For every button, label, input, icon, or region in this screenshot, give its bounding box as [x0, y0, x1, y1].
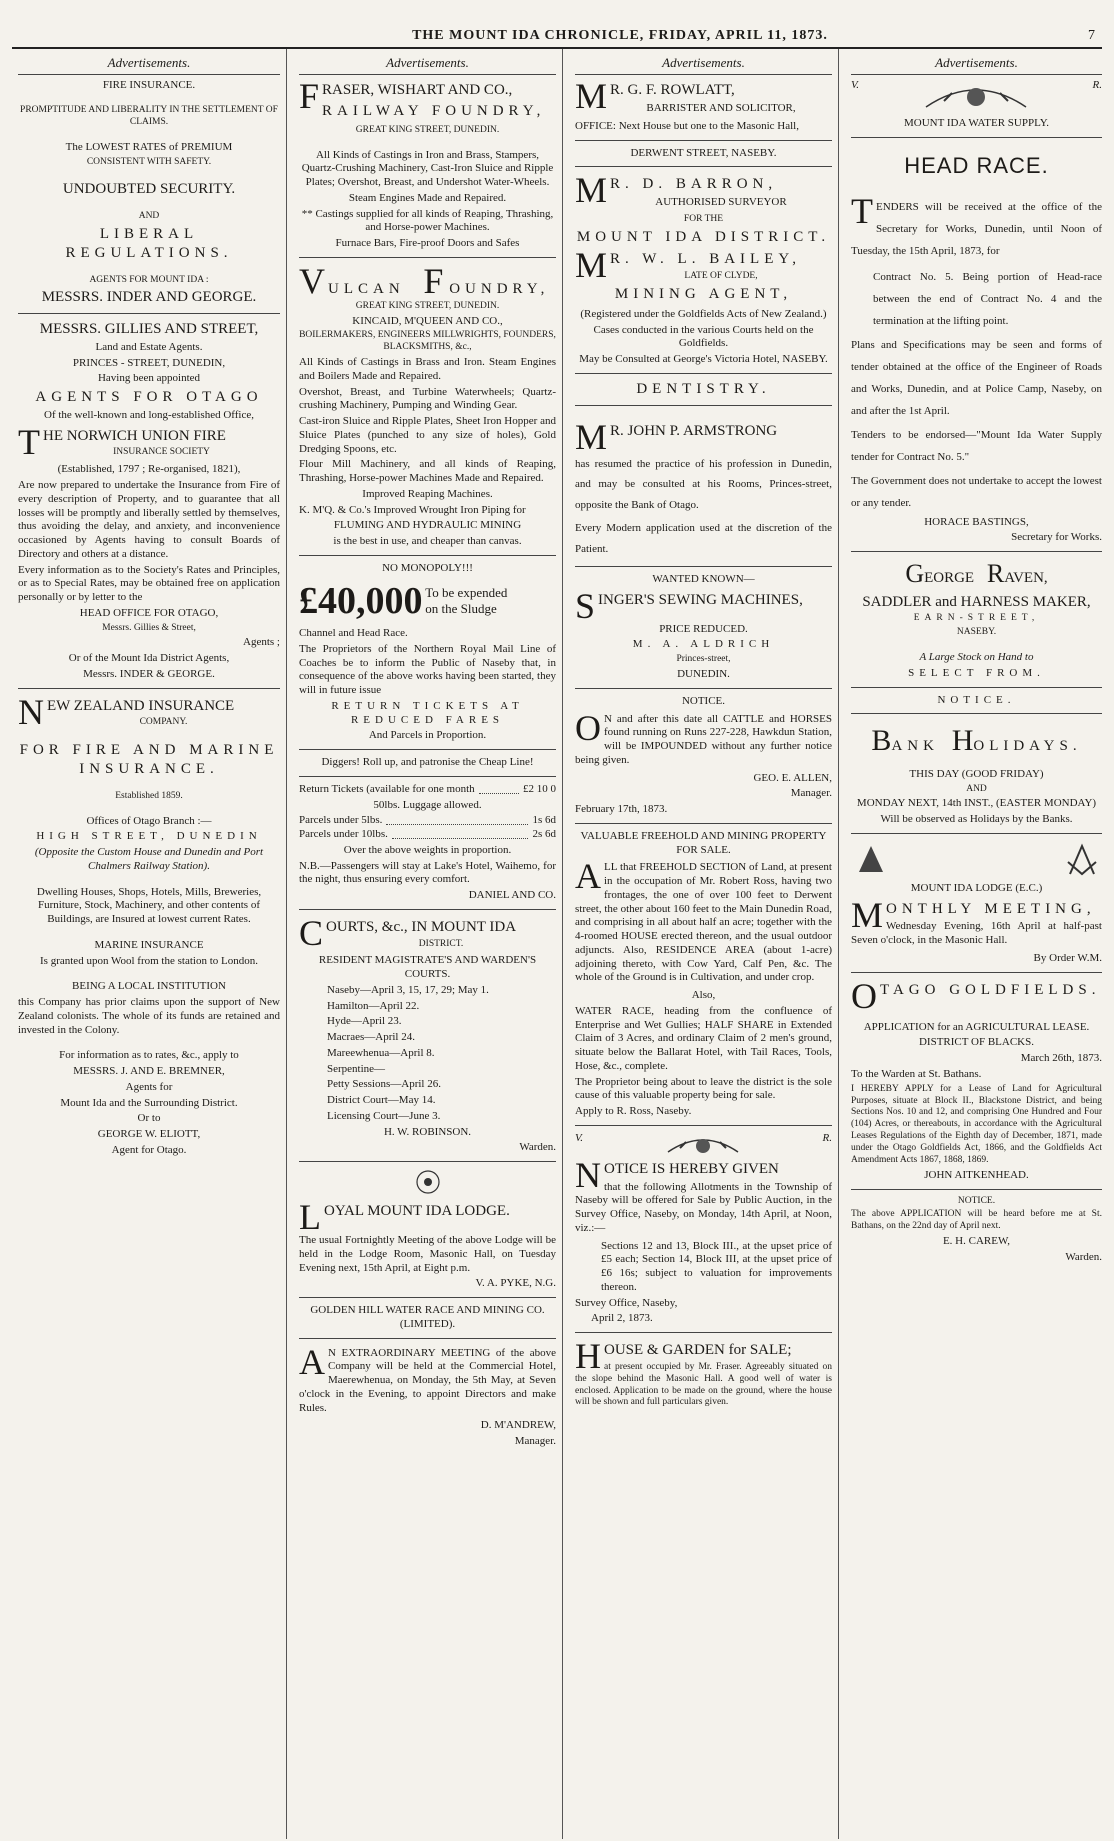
over-weights: Over the above weights in proportion. — [343, 843, 512, 856]
agents-for: AGENTS FOR MOUNT IDA : — [89, 274, 209, 285]
mandrew: D. M'ANDREW, — [480, 1419, 556, 1432]
return-tickets: RETURN TICKETS AT REDUCED FARES — [331, 699, 524, 726]
diggers: Diggers! Roll up, and patronise the Cheap Line! — [321, 756, 534, 768]
courts-block — [299, 916, 556, 953]
overshot: Overshot, Breast, and Turbine Waterwheels; Quartz-crushing Machinery, Pumping and Winding Gear. — [299, 385, 556, 412]
princes-street: PRINCES - STREET, DUNEDIN, — [72, 356, 226, 369]
column-header: Advertisements. — [18, 49, 280, 75]
court-schedule — [299, 984, 556, 1124]
boilermakers: BOILERMAKERS, ENGINEERS MILLWRIGHTS, FOUNDERS, BLACKSMITHS, &c., — [299, 330, 556, 353]
royal-arms-icon — [916, 79, 1036, 115]
lowest-rates: The LOWEST RATES of PREMIUM — [65, 140, 233, 153]
usual-meeting: The usual Fortnightly Meeting of the above Lodge will be held in the Lodge Room, Masonic Hall, on Tuesday Evening next, 15th April, at Eight p.m. — [299, 1234, 556, 1274]
carew: E. H. CAREW, — [942, 1235, 1011, 1248]
notice-2: NOTICE. — [957, 1195, 996, 1206]
steam: Steam Engines Made and Repaired. — [348, 191, 507, 204]
dunedin: DUNEDIN. — [677, 668, 730, 681]
drop-cap: F — [423, 263, 444, 299]
large-stock: A Large Stock on Hand to — [919, 651, 1034, 663]
cattle-block — [575, 711, 832, 770]
endorsed: Tenders to be endorsed—"Mount Ida Water Supply tender for Contract No. 5." — [851, 428, 1102, 463]
water-supply: MOUNT IDA WATER SUPPLY. — [904, 117, 1049, 130]
daniel: DANIEL AND CO. — [468, 889, 556, 901]
royal-arms-row — [851, 79, 1102, 115]
marine-insurance: MARINE INSURANCE — [94, 938, 204, 951]
office: OFFICE: Next House but one to the Masonic Hall, — [575, 119, 799, 132]
parcel-label: Parcels under 10lbs. — [299, 828, 388, 840]
cast-iron: Cast-iron Sluice and Ripple Plates, Sheet Iron Hopper and Sluice Plates (punched to any size of holes), Gold Dredging Spoons, etc. — [299, 415, 556, 455]
high-street: HIGH STREET, DUNEDIN — [36, 830, 262, 843]
holidays: OLIDAYS. — [973, 738, 1082, 755]
blacks: DISTRICT OF BLACKS. — [918, 1036, 1034, 1049]
contract: Contract No. 5. Being portion of Head-race between the end of Contract No. 4 and the termination at the lifting point. — [873, 270, 1102, 327]
for-the: FOR THE — [683, 213, 724, 224]
no-monopoly: NO MONOPOLY!!! — [382, 561, 473, 574]
bremner: MESSRS. J. AND E. BREMNER, — [73, 1065, 225, 1078]
sections: Sections 12 and 13, Block III., at the upset price of £5 each; Section 14, Block III, at the upset price of £6 16s; subject to valuation for improvements thereon. — [601, 1239, 832, 1293]
company-claims: this Company has prior claims upon the support of New Zealand colonists. The whole of its funds are retained and invested in the Colony. — [18, 996, 280, 1036]
norwich-block — [18, 425, 280, 462]
monday-next: MONDAY NEXT, 14th INST., (EASTER MONDAY) — [856, 797, 1097, 810]
channel: Channel and Head Race. — [299, 627, 408, 639]
being-local: BEING A LOCAL INSTITUTION — [72, 980, 226, 993]
survey-office: Survey Office, Naseby, — [575, 1296, 678, 1309]
court-schedule-item: Naseby—April 3, 15, 17, 29; May 1. — [327, 983, 489, 996]
fire-marine: FOR FIRE AND MARINE INSURANCE. — [19, 742, 279, 777]
notice: NOTICE. — [937, 693, 1016, 706]
mount-ida-district: MOUNT IDA DISTRICT. — [576, 228, 831, 245]
court-schedule-item: District Court—May 14. — [327, 1094, 436, 1107]
vr-r: R. — [1092, 79, 1102, 92]
hereby-apply: I HEREBY APPLY for a Lease of Land for Agricultural Purposes, situate at Block II., Blackstone District, and being Sections Nos. 10 and 12, and comprising One Hundred and Four (104) Acres, or thereabouts, in accordance with the Agricultural Leases Regulations of the Eighth day of December, 1871, made under the Otago Goldfields Act, 1866, and the Goldfields Act Amendment Acts 1867, 1868, 1869. — [851, 1083, 1102, 1165]
this-day: THIS DAY (GOOD FRIDAY) — [909, 767, 1044, 780]
pyke: V. A. PYKE, N.G. — [475, 1277, 556, 1290]
bank-holidays — [851, 722, 1102, 760]
drop-cap: N — [575, 1157, 601, 1195]
drop-cap: A — [575, 859, 601, 897]
valuable: VALUABLE FREEHOLD AND MINING PROPERTY FOR SALE. — [580, 829, 827, 856]
raven-george: EORGE — [924, 570, 975, 586]
kincaid: KINCAID, M'QUEEN AND CO., — [352, 314, 503, 327]
barrister: BARRISTER AND SOLICITOR, — [646, 102, 796, 114]
inder: MESSRS. INDER AND GEORGE. — [41, 289, 257, 306]
drop-cap: H — [575, 1339, 601, 1377]
offices: Offices of Otago Branch :— — [86, 814, 212, 827]
court-schedule-item: Macraes—April 24. — [327, 1031, 415, 1044]
railway-foundry: RAILWAY FOUNDRY, — [322, 103, 546, 119]
manager: Manager. — [790, 787, 832, 800]
parcel-price: 1s 6d — [532, 814, 556, 827]
april-2: April 2, 1873. — [591, 1312, 653, 1325]
vulcan-block — [299, 264, 556, 299]
manager: Manager. — [514, 1435, 556, 1448]
court-schedule-item: Mareewhenua—April 8. — [327, 1046, 435, 1059]
parcels-proportion: And Parcels in Proportion. — [368, 729, 487, 742]
armstrong-block — [575, 420, 832, 452]
column-header: Advertisements. — [299, 49, 556, 75]
resumed: has resumed the practice of his profession in Dunedin, and may be consulted at his Rooms, Princes-street, opposite the Bank of Otago. — [575, 457, 832, 512]
dentistry: DENTISTRY. — [636, 380, 771, 397]
land-agents: Land and Estate Agents. — [95, 340, 203, 353]
wednesday: Wednesday Evening, 16th April at half-past Seven o'clock, in the Masonic Hall. — [851, 920, 1102, 947]
drop-cap: M — [575, 419, 608, 452]
foundry: OUNDRY, — [449, 280, 550, 297]
return-price: £2 10 0 — [523, 782, 556, 795]
bailey-block — [575, 248, 832, 305]
luggage: 50lbs. Luggage allowed. — [373, 798, 482, 811]
cattle: N and after this date all CATTLE and HORSES found running on Runs 227-228, Hawkdun Station, will be IMPOUNDED without any further notice being given. — [575, 712, 832, 766]
square-compass-icon — [1062, 840, 1102, 880]
also: Also, — [691, 989, 716, 1002]
freehold: LL that FREEHOLD SECTION of Land, at present in the occupation of Mr. Robert Ross, having two frontages, the one of over 100 feet to Derwent street, the other about 160 feet to the Main Dunedin Road, and comprising in all about half an acre; together with the 4-roomed HOUSE erected thereon, and the usual outdoor adjuncts. Also, RESIDENCE AREA (about 1-acre) adjoining thereto, with Cow Yard, Calf Pen, &c. The whole of the Ground is in Cultivation, and under crop. — [575, 861, 832, 984]
singer-block — [575, 589, 832, 621]
earn-street: EARN-STREET, — [913, 613, 1040, 624]
modern: Every Modern application used at the discretion of the Patient. — [575, 522, 832, 556]
loyal-block — [299, 1200, 556, 1232]
parcel-row-1 — [299, 814, 556, 828]
loyal-lodge: OYAL MOUNT IDA LODGE. — [324, 1203, 510, 1220]
feb-date: February 17th, 1873. — [575, 803, 668, 816]
agents-for-2: Agents for — [125, 1080, 173, 1093]
raven: AVEN, — [1004, 570, 1048, 586]
parcel-price: 2s 6d — [532, 828, 556, 840]
return-label: Return Tickets (available for one month — [299, 782, 475, 795]
messrs-inder: Messrs. INDER & GEORGE. — [83, 667, 215, 680]
norwich-body-2: Every information as to the Society's Rates and Principles, or as to Special Rates, may be obtained free on application personally or by letter to the — [18, 563, 280, 603]
column-header: Advertisements. — [575, 49, 832, 75]
amount: £40,000 — [299, 579, 423, 622]
improved: Improved Reaping Machines. — [362, 487, 493, 500]
masthead — [12, 0, 1102, 49]
established-1859: Established 1859. — [115, 790, 183, 801]
drop-cap: T — [18, 424, 40, 462]
rowlatt-block — [575, 79, 832, 118]
castings: All Kinds of Castings in Iron and Brass, Stampers, Quartz-Crushing Machinery, Cast-Iron Sluice and Ripple Plates; Overshot, Breast, and Undershot Water-Wheels. — [301, 148, 554, 189]
crest-icon — [851, 840, 891, 880]
warden: Warden. — [1065, 1250, 1102, 1263]
return-price-row — [299, 783, 556, 797]
extraordinary: N EXTRAORDINARY MEETING of the above Company will be held at the Commercial Hotel, Maerewhenua, on Monday, the 5th May, at Seven o'clock in the Evening, to appoint Directors and make Rules. — [299, 1346, 556, 1414]
saddler: SADDLER and HARNESS MAKER, — [862, 593, 1091, 610]
royal-arms-icon — [658, 1132, 748, 1158]
plans: Plans and Specifications may be seen and forms of tender obtained at the office of the Engineer of Roads and Works, Dunedin, and at Police Camp, Naseby, on and after the 1st April. — [851, 338, 1102, 417]
drop-cap: M — [851, 897, 884, 935]
notice-hereby-block — [575, 1158, 832, 1238]
eliott: GEORGE W. ELIOTT, — [97, 1128, 201, 1141]
courts-district: DISTRICT. — [418, 938, 464, 949]
best: is the best in use, and cheaper than canvas. — [333, 535, 522, 547]
agents-otago: AGENTS FOR OTAGO — [35, 389, 263, 406]
late-of-clyde: LATE OF CLYDE, — [684, 271, 758, 282]
column-2 — [293, 49, 563, 1839]
drop-cap: L — [299, 1200, 321, 1233]
govt: The Government does not undertake to accept the lowest or any tender. — [851, 474, 1102, 509]
drop-cap: V — [299, 263, 325, 299]
parcel-row-2 — [299, 828, 556, 842]
court-schedule-item: Serpentine— — [327, 1062, 386, 1075]
court-schedule-item: Licensing Court—June 3. — [327, 1109, 441, 1122]
above-application: The above APPLICATION will be heard before me at St. Bathans, on the 22nd day of April next. — [851, 1209, 1102, 1232]
mount-ida-district: Mount Ida and the Surrounding District. — [60, 1096, 238, 1109]
masthead-title: THE MOUNT IDA CHRONICLE, FRIDAY, APRIL 11, 1873. — [412, 28, 828, 43]
drop-cap: G — [905, 559, 925, 588]
kmq: K. M'Q. & Co.'s Improved Wrought Iron Piping for — [299, 503, 526, 516]
house-block — [575, 1339, 832, 1411]
drop-cap: M — [575, 79, 608, 117]
proprietor: The Proprietor being about to leave the district is the sole cause of this valuable property being for sale. — [575, 1075, 832, 1102]
house-body: at present occupied by Mr. Fraser. Agreeably situated on the slope behind the Masonic Hall. A good well of water is enclosed. Application to be made on the ground, where the house will be shown and full particulars given. — [575, 1361, 832, 1408]
great-king: GREAT KING STREET, DUNEDIN. — [355, 124, 500, 135]
drop-cap: A — [299, 1344, 325, 1382]
norwich-body: Are now prepared to undertake the Insurance from Fire of every description of Property, and to guarantee that all losses will be promptly and liberally settled by themselves, thus avoiding the delay, and anxiety, and inconvenience occasioned by Agents having to consult Boards of Directory and others at a distance. — [18, 479, 280, 560]
dwelling: Dwelling Houses, Shops, Hotels, Mills, Breweries, Furniture, Stock, Machinery, and other contents of Buildings, are Insured at lowest current Rates. — [36, 885, 262, 926]
fraser: RASER, WISHART AND CO., — [322, 82, 513, 99]
opposite: (Opposite the Custom House and Dunedin and Port Chalmers Railway Station). — [34, 846, 264, 872]
and-text: AND — [138, 211, 160, 222]
gillies: MESSRS. GILLIES AND STREET, — [39, 321, 259, 338]
having: Having been appointed — [97, 372, 201, 385]
mining-agent: MINING AGENT, — [614, 286, 793, 302]
extraordinary-block — [299, 1345, 556, 1418]
rowlatt: R. G. F. ROWLATT, — [610, 82, 735, 99]
lodge: MOUNT IDA LODGE (E.C.) — [910, 881, 1043, 894]
court-schedule-item: Petty Sessions—April 26. — [327, 1078, 441, 1091]
column-header: Advertisements. — [851, 49, 1102, 75]
raven-block — [851, 558, 1102, 591]
all-kinds: All Kinds of Castings in Brass and Iron. Steam Engines and Boilers Made and Repaired. — [299, 356, 556, 382]
norwich: HE NORWICH UNION FIRE — [43, 427, 226, 444]
or-to: Or to — [137, 1112, 161, 1125]
insurance-society: INSURANCE SOCIETY — [113, 447, 210, 458]
otago-goldfields: TAGO GOLDFIELDS. — [880, 981, 1101, 998]
princes-street: Princes-street, — [676, 654, 731, 665]
wanted-known: WANTED KNOWN— — [652, 572, 755, 585]
bailey: R. W. L. BAILEY, — [610, 251, 801, 268]
flour: Flour Mill Machinery, and all kinds of Reaping, Thrashing, Horse-power Machines Made and Repaired. — [299, 458, 556, 484]
drop-cap: O — [851, 978, 877, 1011]
derwent: DERWENT STREET, NASEBY. — [630, 146, 777, 159]
or-of: Or of the Mount Ida District Agents, — [68, 652, 230, 665]
for-info: For information as to rates, &c., apply to — [59, 1049, 239, 1062]
established: (Established, 1797 ; Re-organised, 1821), — [57, 463, 241, 476]
monthly-block — [851, 898, 1102, 950]
fire-title: FIRE INSURANCE. — [102, 79, 196, 92]
to-be-expended: To be expended on the Sludge — [425, 585, 508, 617]
allen: GEO. E. ALLEN, — [753, 771, 832, 784]
furnace: Furnace Bars, Fire-proof Doors and Safes — [335, 237, 520, 250]
drop-cap: H — [951, 724, 974, 758]
supplied: ** Castings supplied for all kinds of Reaping, Thrashing, and Horse-power Machines. — [301, 207, 554, 234]
tenders-block — [851, 194, 1102, 264]
allotments: that the following Allotments in the Township of Naseby will be offered for Sale by Public Auction, in the Survey Office, Naseby, on Monday, 14th April, at Noon, viz.:— — [575, 1180, 832, 1234]
bank: ANK — [891, 738, 939, 755]
of-the: Of the well-known and long-established Office, — [44, 408, 254, 421]
drop-cap: M — [575, 173, 608, 211]
head-office: HEAD OFFICE FOR OTAGO, — [79, 606, 219, 619]
amount-row — [299, 578, 556, 626]
surveyor: AUTHORISED SURVEYOR — [655, 196, 787, 208]
column-4 — [845, 49, 1108, 1839]
secretary: Secretary for Works. — [1011, 531, 1102, 544]
great-king-2: GREAT KING STREET, DUNEDIN. — [355, 300, 500, 311]
singer: INGER'S SEWING MACHINES, — [598, 591, 803, 608]
lodge-emblem-icon — [408, 1168, 448, 1196]
company: COMPANY. — [139, 717, 188, 728]
monthly-meeting: ONTHLY MEETING, — [886, 900, 1096, 917]
agent-otago: Agent for Otago. — [111, 1143, 187, 1156]
drop-cap: C — [299, 915, 324, 953]
aldrich: M. A. ALDRICH — [632, 638, 775, 651]
application: APPLICATION for an AGRICULTURAL LEASE. — [863, 1020, 1090, 1033]
aitkenhead: JOHN AITKENHEAD. — [924, 1168, 1029, 1181]
proprietors: The Proprietors of the Northern Royal Mail Line of Coaches be to inform the Public of Naseby that, in consequence of the above works having been started, they will in future issue — [299, 642, 556, 696]
registered: (Registered under the Goldfields Acts of New Zealand.) — [580, 307, 827, 320]
drop-cap: R — [986, 559, 1005, 588]
court-schedule-item: Hamilton—April 22. — [327, 999, 420, 1012]
vr-v: V. — [575, 1131, 584, 1144]
otago-block — [851, 979, 1102, 1011]
lodge-emblems — [851, 840, 1102, 880]
vr-r: R. — [822, 1131, 832, 1144]
drop-cap: T — [851, 193, 873, 231]
drop-cap: F — [299, 79, 320, 117]
house-garden: OUSE & GARDEN for SALE; — [604, 1342, 792, 1359]
to-warden: To the Warden at St. Bathans. — [851, 1067, 982, 1080]
nb-note: N.B.—Passengers will stay at Lake's Hotel, Waihemo, for the night, thus ensuring every comfort. — [299, 859, 556, 886]
consistent: CONSISTENT WITH SAFETY. — [86, 156, 212, 167]
granted: Is granted upon Wool from the station to London. — [40, 954, 258, 967]
liberal: LIBERAL REGULATIONS. — [65, 226, 233, 261]
undoubted: UNDOUBTED SECURITY. — [62, 181, 236, 198]
and-text: AND — [966, 783, 987, 794]
drop-cap: S — [575, 588, 596, 621]
apply: Apply to R. Ross, Naseby. — [575, 1105, 692, 1118]
naseby: NASEBY. — [956, 627, 997, 638]
notice-hereby: OTICE IS HEREBY GIVEN — [604, 1160, 779, 1177]
select-from: SELECT FROM. — [908, 666, 1045, 679]
price-reduced: PRICE REDUCED. — [659, 622, 748, 635]
golden-hill: GOLDEN HILL WATER RACE AND MINING CO. (LIMITED). — [310, 1304, 545, 1330]
columns — [12, 49, 1102, 1839]
column-1 — [12, 49, 287, 1839]
tenders: ENDERS will be received at the office of the Secretary for Works, Dunedin, until Noon of Tuesday, the 15th April, 1873, for — [851, 200, 1102, 257]
fraser-block — [299, 79, 556, 123]
resident-magistrate: RESIDENT MAGISTRATE'S AND WARDEN'S COURTS. — [318, 954, 537, 981]
column-3 — [569, 49, 839, 1839]
barron: R. D. BARRON, — [610, 176, 778, 193]
drop-cap: O — [575, 710, 601, 748]
armstrong: R. JOHN P. ARMSTRONG — [610, 422, 778, 439]
robinson: H. W. ROBINSON. — [383, 1125, 472, 1138]
drop-cap: N — [18, 694, 44, 732]
vr-v: V. — [851, 79, 860, 92]
freehold-block — [575, 859, 832, 987]
horace: HORACE BASTINGS, — [924, 515, 1029, 528]
page-number: 7 — [1088, 28, 1096, 43]
observed: Will be observed as Holidays by the Banks. — [880, 813, 1073, 826]
barron-block — [575, 173, 832, 212]
vulcan: ULCAN — [328, 280, 405, 297]
messrs-gillies: Messrs. Gillies & Street, — [102, 622, 196, 633]
warden-label: Warden. — [519, 1141, 556, 1154]
nz-block — [18, 695, 280, 732]
by-order: By Order W.M. — [1033, 951, 1102, 964]
nz-insurance: EW ZEALAND INSURANCE — [47, 697, 235, 714]
head-race: HEAD RACE. — [904, 153, 1049, 178]
royal-arms-row — [575, 1132, 832, 1158]
court-schedule-item: Hyde—April 23. — [327, 1015, 402, 1028]
drop-cap: M — [575, 248, 608, 286]
cases: Cases conducted in the various Courts held on the Goldfields. — [593, 323, 814, 350]
fluming: FLUMING AND HYDRAULIC MINING — [333, 519, 522, 532]
drop-cap: B — [871, 724, 892, 758]
promptitude: PROMPTITUDE AND LIBERALITY IN THE SETTLEMENT OF CLAIMS. — [20, 105, 278, 127]
parcel-label: Parcels under 5lbs. — [299, 814, 383, 827]
courts: OURTS, &c., IN MOUNT IDA — [326, 918, 517, 935]
notice: NOTICE. — [681, 694, 726, 707]
march-date: March 26th, 1873. — [1020, 1052, 1102, 1065]
water-race: WATER RACE, heading from the confluence of Enterprise and Wet Gullies; HALF SHARE in Extended Claim of 3 Acres, and ordinary Claim of 2 men's ground, situate below the Ballarat Hotel, with Tail Races, Tools, Hose, &c., complete. — [575, 1004, 832, 1072]
consulted: May be Consulted at George's Victoria Hotel, NASEBY. — [579, 353, 828, 365]
agents-label: Agents ; — [243, 636, 280, 649]
